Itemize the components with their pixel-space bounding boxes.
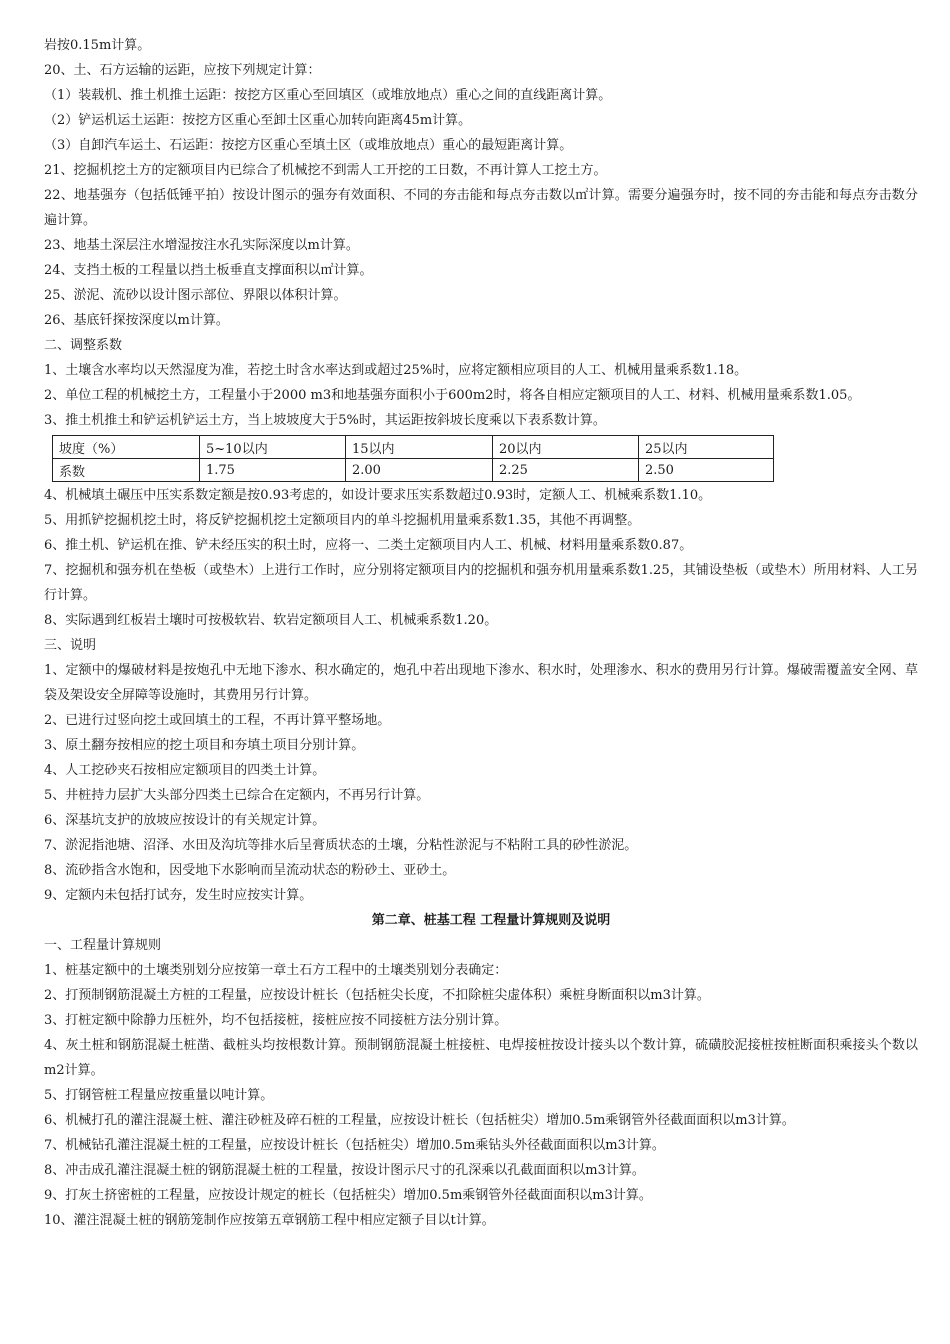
text-line: 26、基底钎探按深度以m计算。	[44, 313, 229, 328]
text-line: 23、地基土深层注水增湿按注水孔实际深度以m计算。	[44, 238, 359, 253]
text-line: 4、人工挖砂夹石按相应定额项目的四类土计算。	[44, 763, 326, 778]
text-paragraph: 4、灰土桩和钢筋混凝土桩凿、截桩头均按根数计算。预制钢筋混凝土桩接桩、电焊接桩按设计接头以个数计算，硫磺胶泥接桩按桩断面积乘接头个数以m2计算。	[44, 1038, 918, 1078]
table-cell: 2.50	[639, 459, 774, 482]
text-paragraph: 7、挖掘机和强夯机在垫板（或垫木）上进行工作时，应分别将定额项目内的挖掘机和强夯机用量乘系数1.25，其铺设垫板（或垫木）所用材料、人工另行计算。	[44, 563, 918, 603]
text-line: 24、支挡土板的工程量以挡土板垂直支撑面积以㎡计算。	[44, 263, 373, 278]
table-row	[53, 459, 774, 482]
table-cell: 2.00	[346, 459, 493, 482]
text-line: 9、打灰土挤密桩的工程量，应按设计规定的桩长（包括桩尖）增加0.5m乘钢管外径截面面积以m3计算。	[44, 1188, 652, 1203]
table-cell: 15以内	[346, 436, 493, 459]
section-pile-rules	[44, 933, 918, 1233]
text-line: （3）自卸汽车运土、石运距：按挖方区重心至填土区（或堆放地点）重心的最短距离计算。	[44, 138, 573, 153]
table-header-row	[53, 436, 774, 459]
text-line: （1）装载机、推土机推土运距：按挖方区重心至回填区（或堆放地点）重心之间的直线距离计算。	[44, 88, 612, 103]
text-line: 5、打钢管桩工程量应按重量以吨计算。	[44, 1088, 274, 1103]
text-line: （2）铲运机运土运距：按挖方区重心至卸土区重心加转向距离45m计算。	[44, 113, 472, 128]
text-line: 3、推土机推土和铲运机铲运土方，当上坡坡度大于5%时，其运距按斜坡长度乘以下表系数计算。	[44, 413, 606, 428]
section-heading: 一、工程量计算规则	[44, 938, 162, 953]
table-cell: 1.75	[200, 459, 346, 482]
text-line: 8、实际遇到红板岩土壤时可按极软岩、软岩定额项目人工、机械乘系数1.20。	[44, 613, 498, 628]
text-line: 7、淤泥指池塘、沼泽、水田及沟坑等排水后呈膏质状态的土壤，分粘性淤泥与不粘附工具的砂性淤泥。	[44, 838, 638, 853]
text-line: 25、淤泥、流砂以设计图示部位、界限以体积计算。	[44, 288, 347, 303]
text-line: 4、机械填土碾压中压实系数定额是按0.93考虑的，如设计要求压实系数超过0.93时，定额人工、机械乘系数1.10。	[44, 488, 712, 503]
text-line: 5、用抓铲挖掘机挖土时，将反铲挖掘机挖土定额项目内的单斗挖掘机用量乘系数1.35，其他不再调整。	[44, 513, 641, 528]
text-line: 6、推土机、铲运机在推、铲未经压实的积土时，应将一、二类土定额项目内人工、机械、材料用量乘系数0.87。	[44, 538, 693, 553]
section-heading: 三、说明	[44, 638, 97, 653]
text-line: 8、流砂指含水饱和，因受地下水影响而呈流动状态的粉砂土、亚砂土。	[44, 863, 456, 878]
text-line: 6、机械打孔的灌注混凝土桩、灌注砂桩及碎石桩的工程量，应按设计桩长（包括桩尖）增加0.5m乘钢管外径截面面积以m3计算。	[44, 1113, 795, 1128]
text-line: 21、挖掘机挖土方的定额项目内已综合了机械挖不到需人工开挖的工日数，不再计算人工挖土方。	[44, 163, 607, 178]
text-line: 5、井桩持力层扩大头部分四类土已综合在定额内，不再另行计算。	[44, 788, 430, 803]
text-paragraph: 2、单位工程的机械挖土方，工程量小于2000 m3和地基强夯面积小于600m2时，将各自相应定额项目的人工、材料、机械用量乘系数1.05。	[44, 388, 861, 403]
section-earthwork-rules	[44, 33, 918, 433]
text-line: 2、打预制钢筋混凝土方桩的工程量，应按设计桩长（包括桩尖长度，不扣除桩尖虚体积）乘桩身断面积以m3计算。	[44, 988, 710, 1003]
table-cell: 5~10以内	[200, 436, 346, 459]
text-line: 6、深基坑支护的放坡应按设计的有关规定计算。	[44, 813, 326, 828]
table-cell: 系数	[53, 459, 200, 482]
text-line: 9、定额内未包括打试夯，发生时应按实计算。	[44, 888, 313, 903]
text-paragraph: 1、定额中的爆破材料是按炮孔中无地下渗水、积水确定的，炮孔中若出现地下渗水、积水时，处理渗水、积水的费用另行计算。爆破需覆盖安全网、草袋及架设安全屏障等设施时，其费用另行计算。	[44, 663, 918, 703]
text-line: 3、打桩定额中除静力压桩外，均不包括接桩，接桩应按不同接桩方法分别计算。	[44, 1013, 508, 1028]
text-line: 2、已进行过竖向挖土或回填土的工程，不再计算平整场地。	[44, 713, 391, 728]
text-paragraph: 22、地基强夯（包括低锤平拍）按设计图示的强夯有效面积、不同的夯击能和每点夯击数以㎡计算。需要分遍强夯时，按不同的夯击能和每点夯击数分遍计算。	[44, 188, 918, 228]
table-cell: 25以内	[639, 436, 774, 459]
text-line: 20、土、石方运输的运距，应按下列规定计算：	[44, 63, 321, 78]
text-line: 8、冲击成孔灌注混凝土桩的钢筋混凝土桩的工程量，按设计图示尺寸的孔深乘以孔截面面积以m3计算。	[44, 1163, 645, 1178]
text-line: 1、桩基定额中的土壤类别划分应按第一章土石方工程中的土壤类别划分表确定：	[44, 963, 508, 978]
text-line: 3、原土翻夯按相应的挖土项目和夯填土项目分别计算。	[44, 738, 365, 753]
section-heading: 二、调整系数	[44, 338, 123, 353]
table-cell: 坡度（%）	[53, 436, 200, 459]
table-cell: 20以内	[493, 436, 639, 459]
text-line: 1、土壤含水率均以天然湿度为准，若挖土时含水率达到或超过25%时，应将定额相应项目的人工、机械用量乘系数1.18。	[44, 363, 748, 378]
section-adjustments-notes	[44, 483, 918, 908]
chapter-title: 第二章、桩基工程 工程量计算规则及说明	[371, 913, 611, 928]
text-line: 7、机械钻孔灌注混凝土桩的工程量，应按设计桩长（包括桩尖）增加0.5m乘钻头外径截面面积以m3计算。	[44, 1138, 665, 1153]
text-line: 10、灌注混凝土桩的钢筋笼制作应按第五章钢筋工程中相应定额子目以t计算。	[44, 1213, 495, 1228]
slope-coefficient-table	[52, 435, 774, 482]
text-line: 岩按0.15m计算。	[44, 38, 151, 53]
table-cell: 2.25	[493, 459, 639, 482]
